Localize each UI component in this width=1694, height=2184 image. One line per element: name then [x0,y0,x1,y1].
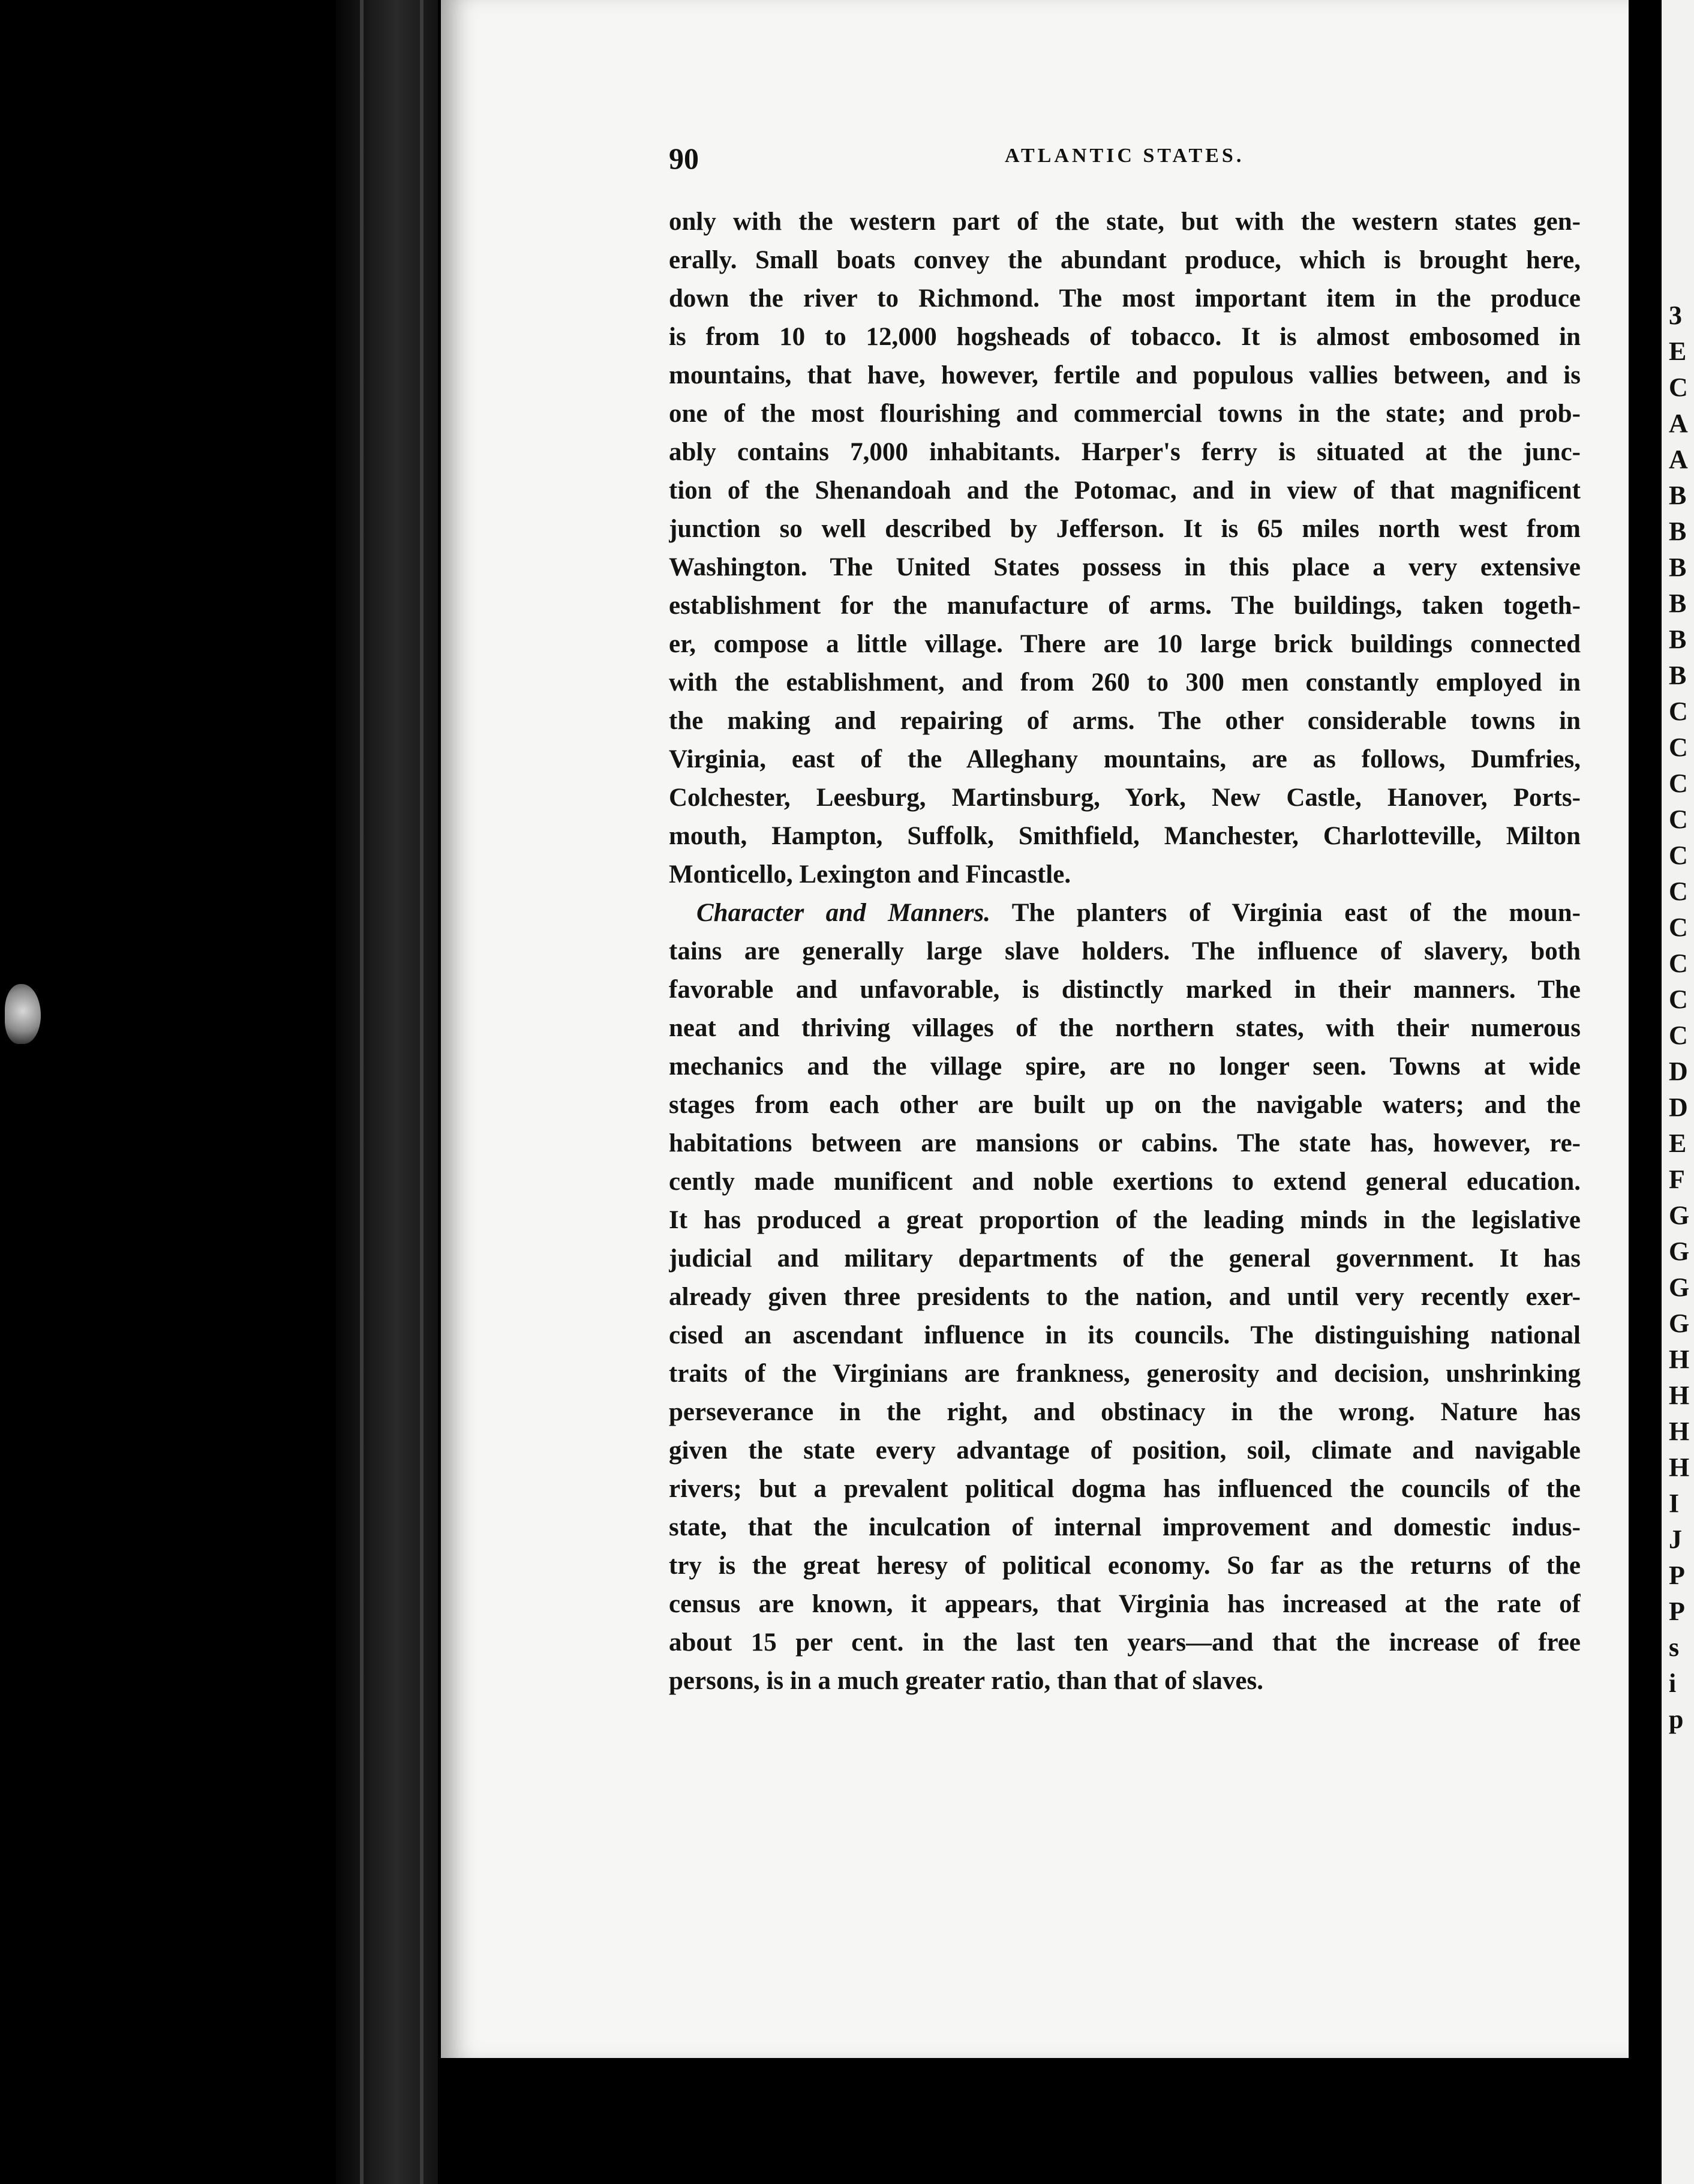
text-line: neat and thriving villages of the northern states, with their numerous [669,1014,1581,1042]
facing-page [1662,0,1694,2184]
text-line: Virginia, east of the Alleghany mountains, are as follows, Dumfries, [669,745,1581,773]
text-line: try is the great heresy of political economy. So far as the returns of the [669,1552,1581,1580]
text-line: habitations between are mansions or cabins. The state has, however, re- [669,1129,1581,1157]
text-line: already given three presidents to the nation, and until very recently exer- [669,1283,1581,1311]
binding-edge [360,0,364,2184]
body-text [669,203,1581,1700]
paragraph-character-and-manners [669,894,1581,1700]
facing-page-text: B [1669,625,1687,654]
text-line: persons, is in a much greater ratio, than that of slaves. [669,1667,1263,1695]
facing-page-text: C [1669,985,1688,1014]
facing-page-text: p [1669,1705,1684,1734]
facing-page-text: E [1669,337,1687,366]
paragraph-towns [669,203,1581,894]
text-line: census are known, it appears, that Virginia has increased at the rate of [669,1590,1581,1618]
paragraph-first-line [669,894,1581,932]
facing-page-text: 3 [1669,301,1682,330]
facing-page-text: G [1669,1237,1690,1266]
text-line: Monticello, Lexington and Fincastle. [669,860,1071,889]
text-line: rivers; but a prevalent political dogma has influenced the councils of the [669,1475,1581,1503]
text-line: The planters of Virginia east of the moun- [1011,899,1581,927]
facing-page-text: B [1669,517,1687,546]
text-line: mechanics and the village spire, are no longer seen. Towns at wide [669,1052,1581,1081]
facing-page-text: G [1669,1309,1690,1338]
text-line: tion of the Shenandoah and the Potomac, and in view of that magnificent [669,476,1581,505]
binding-edge [420,0,424,2184]
facing-page-text: H [1669,1417,1690,1446]
text-line: mountains, that have, however, fertile and populous vallies between, and is [669,361,1581,389]
facing-page-text: C [1669,841,1688,870]
running-title: ATLANTIC STATES. [1005,145,1245,167]
running-head [669,141,1581,183]
facing-page-text: P [1669,1561,1685,1590]
facing-page-text: C [1669,1021,1688,1050]
facing-page-text: G [1669,1273,1690,1302]
text-line: establishment for the manufacture of arms. The buildings, taken togeth- [669,592,1581,620]
text-line: about 15 per cent. in the last ten years—and that the increase of free [669,1628,1581,1657]
text-line: erally. Small boats convey the abundant produce, which is brought here, [669,246,1581,274]
facing-page-text: E [1669,1129,1687,1158]
facing-page-text: C [1669,373,1688,402]
facing-page-text: C [1669,805,1688,834]
text-line: one of the most flourishing and commercial towns in the state; and prob- [669,400,1581,428]
text-line: cised an ascendant influence in its councils. The distinguishing national [669,1321,1581,1349]
facing-page-text: C [1669,697,1688,726]
facing-page-text: C [1669,949,1688,978]
text-line: er, compose a little village. There are 10 large brick buildings connected [669,630,1581,658]
facing-page-text: C [1669,769,1688,798]
text-line: only with the western part of the state, but with the western states gen- [669,208,1581,236]
text-line: the making and repairing of arms. The other considerable towns in [669,707,1581,735]
text-line: tains are generally large slave holders. The influence of slavery, both [669,937,1581,965]
page-stain [5,984,41,1044]
text-line: Colchester, Leesburg, Martinsburg, York, New Castle, Hanover, Ports- [669,784,1581,812]
facing-page-text: s [1669,1633,1680,1662]
facing-page-text: I [1669,1489,1680,1518]
facing-page-text: B [1669,481,1687,510]
facing-page-text: i [1669,1669,1677,1698]
text-line: down the river to Richmond. The most important item in the produce [669,284,1581,313]
facing-page-text: H [1669,1345,1690,1374]
text-line: favorable and unfavorable, is distinctly marked in their manners. The [669,976,1581,1004]
facing-page-text: D [1669,1093,1688,1122]
text-line: stages from each other are built up on the navigable waters; and the [669,1091,1581,1119]
facing-page-text: F [1669,1165,1685,1194]
text-line: perseverance in the right, and obstinacy in the wrong. Nature has [669,1398,1581,1426]
facing-page-text: G [1669,1201,1690,1230]
facing-page-text: P [1669,1597,1685,1626]
page-number: 90 [669,142,699,175]
text-line: judicial and military departments of the general government. It has [669,1244,1581,1273]
facing-page-text: B [1669,661,1687,690]
facing-page-text: J [1669,1525,1682,1554]
text-line: cently made munificent and noble exertions to extend general education. [669,1168,1581,1196]
section-heading: Character and Manners. [696,899,990,927]
facing-page-text: C [1669,733,1688,762]
text-line: with the establishment, and from 260 to 300 men constantly employed in [669,668,1581,697]
facing-page-text: A [1669,445,1688,474]
page-bottom-shadow [441,2058,1629,2184]
text-line: state, that the inculcation of internal improvement and domestic indus- [669,1513,1581,1541]
text-line: ably contains 7,000 inhabitants. Harper's ferry is situated at the junc- [669,438,1581,466]
facing-page-text: A [1669,409,1688,438]
facing-page-text: B [1669,553,1687,582]
facing-page-text: H [1669,1453,1690,1482]
facing-page-text: H [1669,1381,1690,1410]
text-line: junction so well described by Jefferson. It is 65 miles north west from [669,515,1581,543]
text-line: It has produced a great proportion of the leading minds in the legislative [669,1206,1581,1234]
facing-page-text: C [1669,877,1688,906]
text-line: is from 10 to 12,000 hogsheads of tobacco. It is almost embosomed in [669,323,1581,351]
text-line: mouth, Hampton, Suffolk, Smithfield, Manchester, Charlotteville, Milton [669,822,1581,850]
facing-page-text: C [1669,913,1688,942]
page-gutter [1629,0,1662,2184]
text-line: given the state every advantage of position, soil, climate and navigable [669,1436,1581,1465]
text-line: Washington. The United States possess in this place a very extensive [669,553,1581,581]
facing-page-text: B [1669,589,1687,618]
text-line: traits of the Virginians are frankness, generosity and decision, unshrinking [669,1360,1581,1388]
facing-page-text: D [1669,1057,1688,1086]
